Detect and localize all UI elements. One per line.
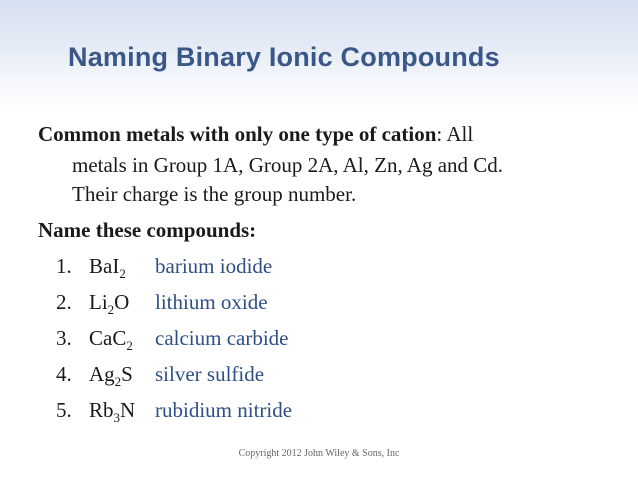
intro-line-2: metals in Group 1A, Group 2A, Al, Zn, Ag and Cd. bbox=[72, 153, 504, 177]
intro-line-1 bbox=[38, 122, 473, 147]
chemical-formula: BaI$_2$ bbox=[89, 254, 126, 281]
item-number: 3. bbox=[56, 326, 72, 350]
prompt-heading: Name these compounds: bbox=[38, 218, 257, 242]
compound-name: rubidium nitride bbox=[155, 398, 293, 422]
copyright-notice: Copyright 2012 John Wiley & Sons, Inc bbox=[238, 448, 400, 459]
slide-title: Naming Binary Ionic Compounds bbox=[68, 42, 500, 72]
item-number: 5. bbox=[56, 398, 72, 422]
intro-line-3: Their charge is the group number. bbox=[72, 182, 357, 206]
compound-name: calcium carbide bbox=[155, 326, 289, 350]
item-number: 1. bbox=[56, 254, 72, 278]
item-number: 2. bbox=[56, 290, 72, 314]
compound-name: silver sulfide bbox=[155, 362, 265, 386]
chemical-formula: $Li_2O$ bbox=[89, 290, 130, 317]
chemical-formula: CaC$_2$ bbox=[89, 326, 133, 353]
compound-name: barium iodide bbox=[155, 254, 273, 278]
item-number: 4. bbox=[56, 362, 72, 386]
intro-rest: : All bbox=[436, 122, 474, 146]
chemical-formula: $Rb_3N$ bbox=[89, 398, 136, 425]
compound-name: lithium oxide bbox=[155, 290, 268, 314]
chemical-formula: $Ag_2S$ bbox=[89, 362, 133, 389]
intro-bold-lead: Common metals with only one type of cation bbox=[38, 122, 437, 146]
